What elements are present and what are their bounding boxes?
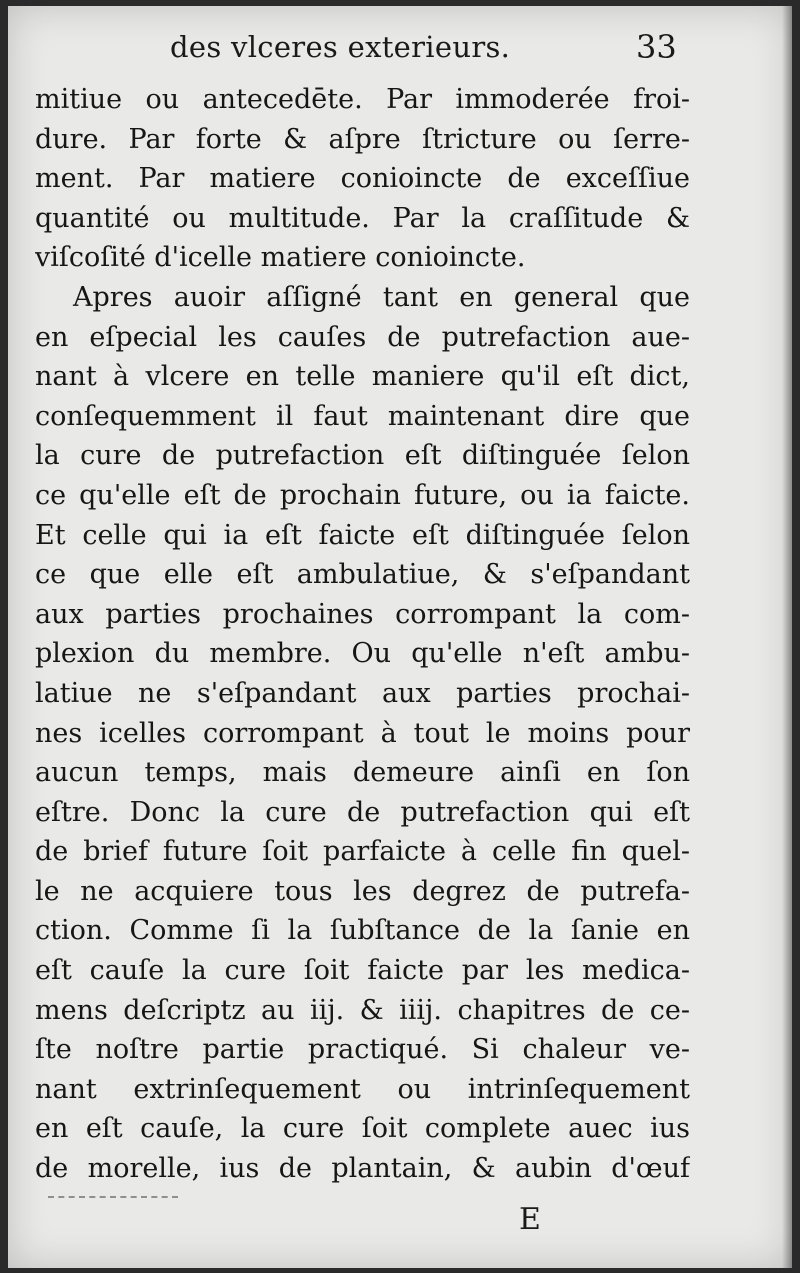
text-line: aucun temps, mais demeure ainſi en ſon [35,757,690,789]
running-head [8,28,792,72]
text-line: dure. Par forte & aſpre ſtricture ou ſerre- [35,123,690,155]
text-line: ction. Comme ſi la ſubſtance de la ſanie en [35,915,690,947]
text-line: de morelle, ius de plantain, & aubin d'œuf [35,1153,690,1185]
text-line: de brief future ſoit parfaicte à celle fin quel- [35,836,690,868]
text-line: mens deſcriptz au iij. & iiij. chapitres de ce- [35,994,690,1026]
text-line: le ne acquiere tous les degrez de putrefa- [35,875,690,907]
book-page [8,6,792,1268]
text-line: la cure de putrefaction eſt diſtinguée ſelon [35,440,690,472]
text-line: en eſt cauſe, la cure ſoit complete auec ius [35,1113,690,1145]
text-line: ſte noſtre partie practiqué. Si chaleur ve- [35,1034,690,1066]
text-line: eſtre. Donc la cure de putrefaction qui eſt [35,796,690,828]
text-line: Et celle qui ia eſt faicte eſt diſtinguée ſelon [35,519,690,551]
text-line: conſequemment il faut maintenant dire que [35,400,690,432]
page-edge-shadow [782,6,792,1268]
text-line: ment. Par matiere conioincte de exceſſiue [35,163,690,195]
text-line: aux parties prochaines corrompant la com- [35,598,690,630]
text-line: plexion du membre. Ou qu'elle n'eſt ambu- [35,638,690,670]
text-line: eſt cauſe la cure ſoit faicte par les medica- [35,955,690,987]
text-line: Apres auoir aſſigné tant en general que [73,281,690,313]
text-line: quantité ou multitude. Par la craſſitude & [35,202,690,234]
text-line: viſcoſité d'icelle matiere conioincte. [35,242,526,274]
text-line: ce qu'elle eſt de prochain future, ou ia faicte. [35,479,690,511]
body-text [35,80,690,1189]
page-number: 33 [636,28,677,66]
text-line: ce que elle eſt ambulatiue, & s'eſpandant [35,559,690,591]
text-line: en eſpecial les cauſes de putrefaction aue- [35,321,690,353]
signature-mark: E [519,1202,541,1237]
text-line: nant à vlcere en telle maniere qu'il eſt dict, [35,361,690,393]
text-line: nes icelles corrompant à tout le moins pour [35,717,690,749]
ink-underline [48,1196,178,1201]
text-line: nant extrinſequement ou intrinſequement [35,1073,690,1105]
text-line: mitiue ou antecedēte. Par immoderée froi- [35,84,690,115]
running-title: des vlceres exterieurs. [170,30,511,64]
text-line: latiue ne s'eſpandant aux parties prochai- [35,677,690,709]
